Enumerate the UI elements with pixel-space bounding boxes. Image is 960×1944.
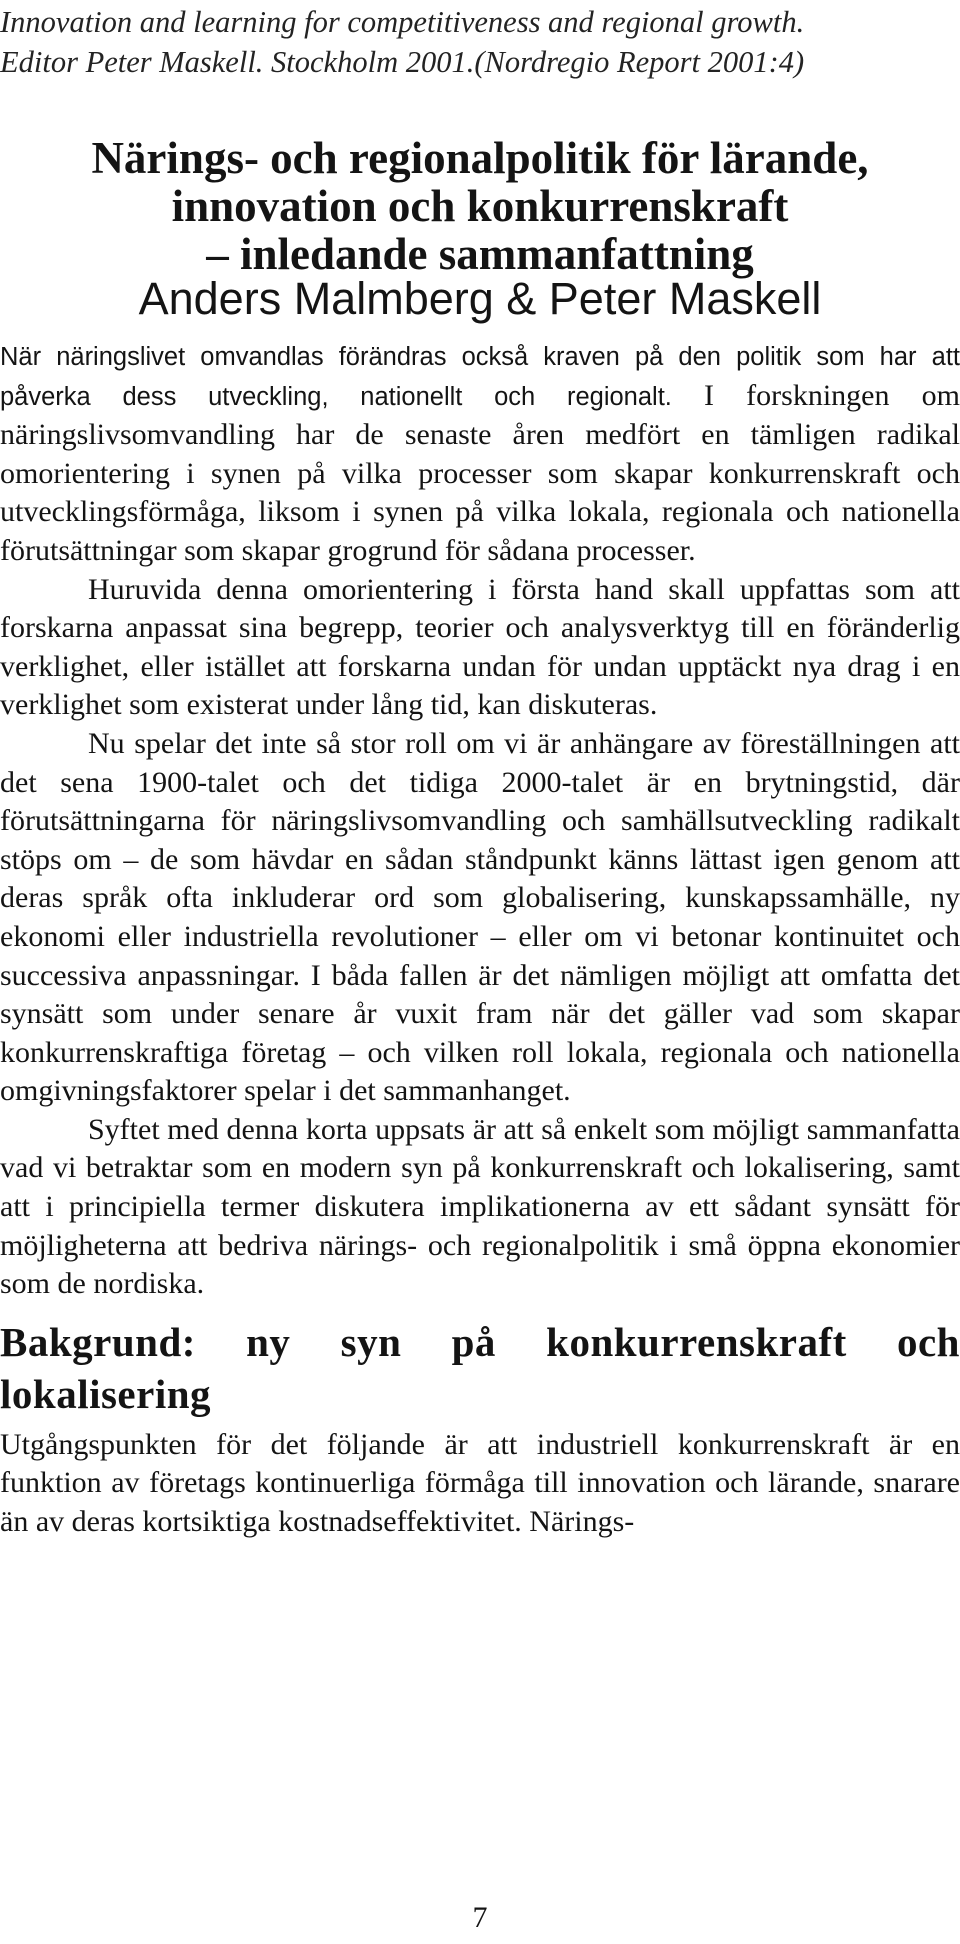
article-body <box>0 337 960 1542</box>
section-heading: Bakgrund: ny syn på konkurrenskraft och lokalisering <box>0 1318 960 1417</box>
citation-line-1: Innovation and learning for competitiveness and regional growth. <box>0 5 805 39</box>
report-citation <box>0 2 940 82</box>
intro-sentence: När näringslivet omvandlas förändras också kraven på den politik som har att påverka dess utveckling, nationellt och regionalt. <box>0 343 960 411</box>
page-number: 7 <box>472 1901 488 1934</box>
authors: Anders Malmberg & Peter Maskell <box>138 273 822 324</box>
intro-continuation: I forskningen om näringslivsomvandling har de senaste åren medfört en tämligen radikal omorientering i synen på vilka processer som skapar konkurrenskraft och utvecklingsförmåga, liksom i synen på vilka lokala, regionala och nationella förutsättningar som skapar grogrund för sådana processer. <box>0 378 960 567</box>
paragraph-3: Nu spelar det inte så stor roll om vi är anhängare av föreställningen att det sena 1900-talet och det tidiga 2000-talet är en brytningstid, där förutsättningarna för näringslivsomvandling och samhällsutveckling radikalt stöps om – de som hävdar en sådan ståndpunkt känns lättast igen genom att deras språk ofta inkluderar ord som globalisering, kunskapssamhälle, ny ekonomi eller industriella revolutioner – eller om vi betonar kontinuitet och successiva anpassningar. I båda fallen är det nämligen möjligt att omfatta det synsätt som under senare år vuxit fram när det gäller vad som skapar konkurrenskraftiga företag – och vilken roll lokala, regionala och nationella omgivningsfaktorer spelar i det sammanhanget. <box>0 726 960 1108</box>
title-line-1: Närings- och regionalpolitik för lärande, <box>91 133 869 183</box>
citation-line-2: Editor Peter Maskell. Stockholm 2001.(Nordregio Report 2001:4) <box>0 45 805 79</box>
paragraph-intro <box>0 337 960 571</box>
title-line-3: – inledande sammanfattning <box>206 229 754 279</box>
article-title <box>0 134 960 278</box>
paragraph-2: Huruvida denna omorientering i första hand skall uppfattas som att forskarna anpassat sina begrepp, teorier och analysverktyg till en föränderlig verklighet, eller istället att forskarna undan för undan upptäckt nya drag i en verklighet som existerat under lång tid, kan diskuteras. <box>0 572 960 722</box>
title-line-2: innovation och konkurrenskraft <box>171 181 789 231</box>
paragraph-4: Syftet med denna korta uppsats är att så enkelt som möjligt sammanfatta vad vi betraktar som en modern syn på konkurrenskraft och lokalisering, samt att i principiella termer diskutera implikationerna av ett sådant synsätt för möjligheterna att bedriva närings- och regionalpolitik i små öppna ekonomier som de nordiska. <box>0 1112 960 1301</box>
section-paragraph: Utgångspunkten för det följande är att industriell konkurrenskraft är en funktion av företags kontinuerliga förmåga till innovation och lärande, snarare än av deras kortsiktiga kostnadseffektivitet. Närings- <box>0 1427 960 1539</box>
